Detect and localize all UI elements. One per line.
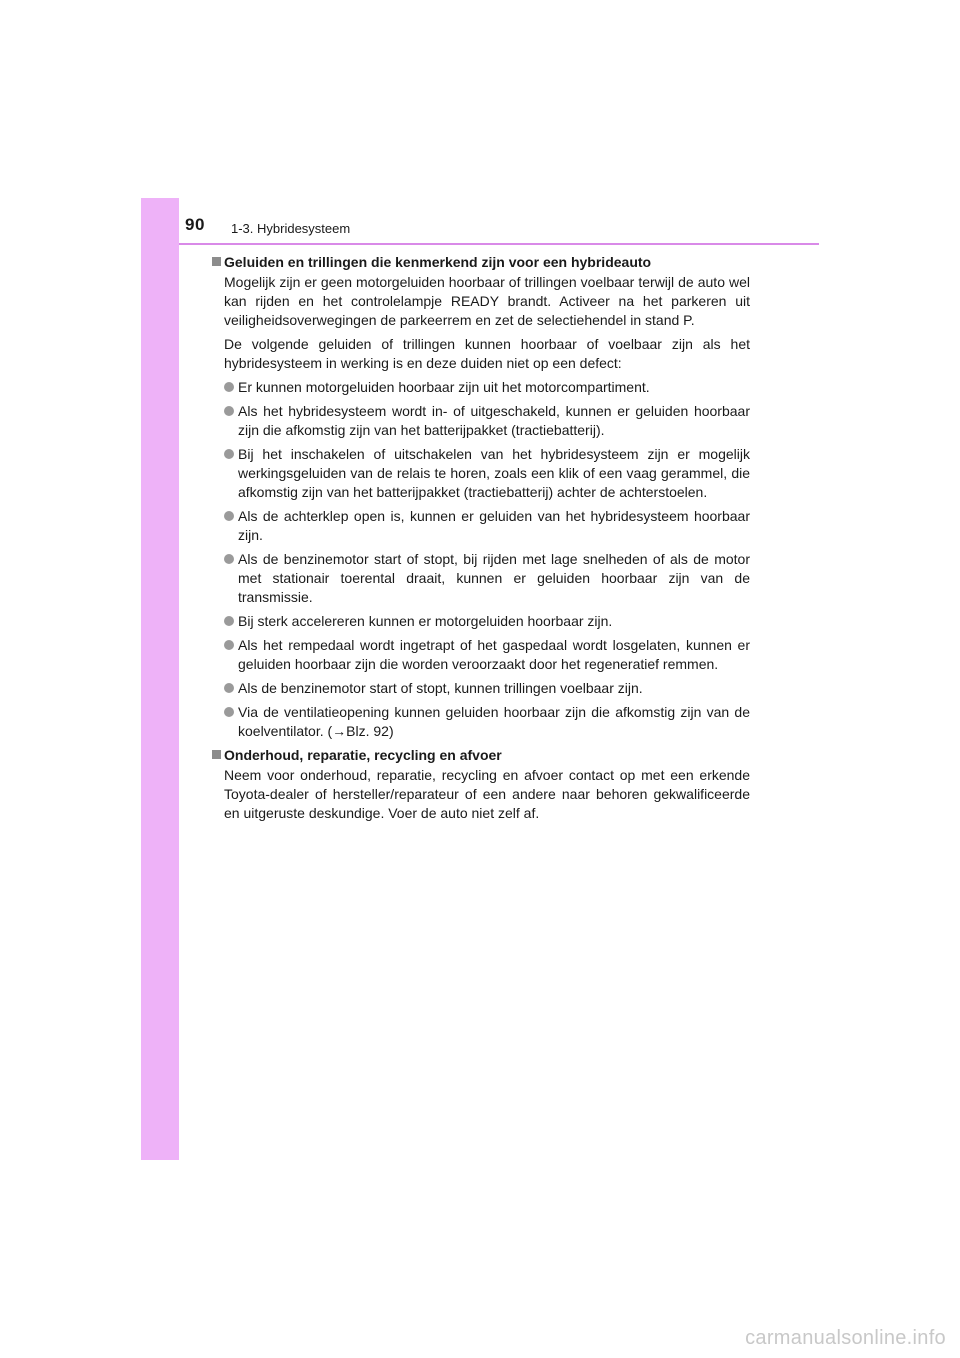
paragraph: Mogelijk zijn er geen motorgeluiden hoorbaar of trillingen voelbaar terwijl de auto wel kan rijden en het controlelampje READY brandt. Activeer na het parkeren uit veiligheidsoverwegingen de parkeerrem en zet de selectiehendel in stand P.	[224, 274, 750, 328]
list-item	[224, 612, 750, 631]
section-maintenance-disposal	[212, 746, 750, 823]
list-item-text: Als de achterklep open is, kunnen er geluiden van het hybridesysteem hoorbaar zijn.	[238, 508, 750, 543]
watermark: carmanualsonline.info	[745, 1327, 946, 1349]
page-content	[212, 253, 750, 828]
circle-bullet-icon	[224, 406, 234, 416]
side-color-band	[141, 198, 179, 1160]
section-heading-text: Onderhoud, reparatie, recycling en afvoer	[224, 747, 502, 763]
circle-bullet-icon	[224, 511, 234, 521]
square-bullet-icon	[212, 750, 221, 759]
list-item-text: Via de ventilatieopening kunnen geluiden hoorbaar zijn die afkomstig zijn van de koelventilator. (→Blz. 92)	[238, 704, 750, 739]
paragraph: Neem voor onderhoud, reparatie, recycling en afvoer contact op met een erkende Toyota-dealer of hersteller/reparateur of een andere naar behoren gekwalificeerde en uitgeruste deskundige. Voer de auto niet zelf af.	[224, 767, 750, 821]
list-item	[224, 507, 750, 545]
circle-bullet-icon	[224, 616, 234, 626]
list-item	[224, 378, 750, 397]
list-item-text: Als de benzinemotor start of stopt, bij rijden met lage snelheden of als de motor met stationair toerental draait, kunnen er geluiden hoorbaar zijn van de transmissie.	[238, 551, 750, 605]
list-item-text: Als het rempedaal wordt ingetrapt of het gaspedaal wordt losgelaten, kunnen er geluiden hoorbaar zijn die worden veroorzaakt door het regeneratief remmen.	[238, 637, 750, 672]
list-item-text: Bij sterk accelereren kunnen er motorgeluiden hoorbaar zijn.	[238, 613, 613, 629]
list-item-text: Als het hybridesysteem wordt in- of uitgeschakeld, kunnen er geluiden hoorbaar zijn die afkomstig zijn van het batterijpakket (tractiebatterij).	[238, 403, 750, 438]
section-heading	[212, 746, 750, 765]
circle-bullet-icon	[224, 382, 234, 392]
circle-bullet-icon	[224, 640, 234, 650]
section-heading	[212, 253, 750, 272]
list-item	[224, 402, 750, 440]
list-item	[224, 703, 750, 741]
circle-bullet-icon	[224, 707, 234, 717]
circle-bullet-icon	[224, 554, 234, 564]
section-sounds-vibrations	[212, 253, 750, 741]
page-number: 90	[185, 215, 205, 234]
list-item-text: Bij het inschakelen of uitschakelen van het hybridesysteem zijn er mogelijk werkingsgeluiden van de relais te horen, zoals een klik of een vaag gerammel, die afkomstig zijn van het batterijpakket (tractiebatterij) achter de achterstoelen.	[238, 446, 750, 500]
list-item	[224, 445, 750, 502]
section-heading-text: Geluiden en trillingen die kenmerkend zijn voor een hybrideauto	[224, 254, 652, 270]
header-rule	[179, 243, 819, 245]
list-item-text: Er kunnen motorgeluiden hoorbaar zijn uit het motorcompartiment.	[238, 379, 650, 395]
paragraph: De volgende geluiden of trillingen kunnen hoorbaar of voelbaar zijn als het hybridesysteem in werking is en deze duiden niet op een defect:	[224, 336, 750, 371]
list-item-text: Als de benzinemotor start of stopt, kunnen trillingen voelbaar zijn.	[238, 680, 643, 696]
list-item	[224, 679, 750, 698]
circle-bullet-icon	[224, 449, 234, 459]
circle-bullet-icon	[224, 683, 234, 693]
section-title: 1-3. Hybridesysteem	[231, 221, 351, 236]
square-bullet-icon	[212, 257, 221, 266]
list-item	[224, 550, 750, 607]
bullet-list	[224, 378, 750, 741]
list-item	[224, 636, 750, 674]
